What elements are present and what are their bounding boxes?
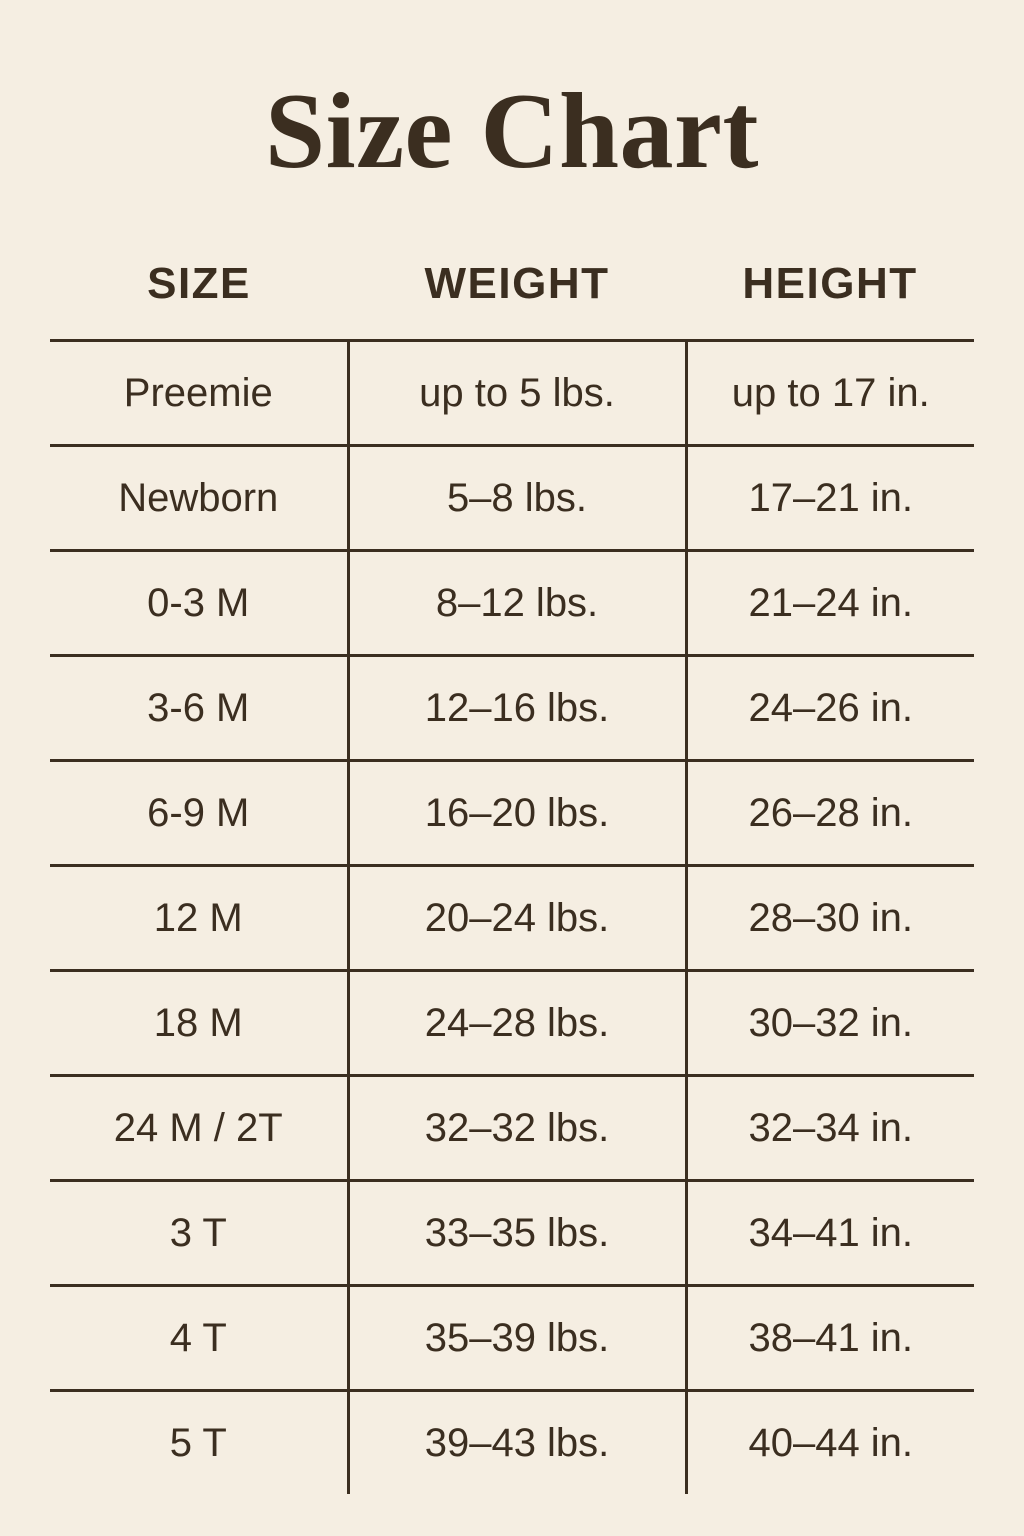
table-row (50, 446, 974, 551)
cell-size: 4 T (50, 1286, 348, 1391)
cell-size: 3-6 M (50, 656, 348, 761)
cell-weight: 32–32 lbs. (348, 1076, 686, 1181)
table-row (50, 866, 974, 971)
cell-height: 26–28 in. (686, 761, 974, 866)
cell-height: 34–41 in. (686, 1181, 974, 1286)
column-header-weight: WEIGHT (348, 258, 686, 341)
table-row (50, 341, 974, 446)
cell-height: 24–26 in. (686, 656, 974, 761)
cell-weight: 33–35 lbs. (348, 1181, 686, 1286)
table-row (50, 551, 974, 656)
cell-weight: 5–8 lbs. (348, 446, 686, 551)
cell-size: Preemie (50, 341, 348, 446)
cell-height: 28–30 in. (686, 866, 974, 971)
page-title: Size Chart (265, 72, 759, 191)
cell-weight: 8–12 lbs. (348, 551, 686, 656)
cell-weight: 35–39 lbs. (348, 1286, 686, 1391)
size-chart-table (50, 258, 974, 1494)
cell-size: 6-9 M (50, 761, 348, 866)
table-body (50, 341, 974, 1495)
table-header (50, 258, 974, 341)
cell-size: 0-3 M (50, 551, 348, 656)
cell-height: 40–44 in. (748, 1420, 914, 1465)
table-row (50, 656, 974, 761)
table-row (50, 1076, 974, 1181)
table-row (50, 1181, 974, 1286)
table-header-row (50, 258, 974, 341)
cell-height: 17–21 in. (686, 446, 974, 551)
cell-weight: 20–24 lbs. (348, 866, 686, 971)
cell-height: up to 17 in. (686, 341, 974, 446)
cell-size: 5 T (169, 1420, 227, 1465)
cell-height: 30–32 in. (686, 971, 974, 1076)
column-header-height: HEIGHT (686, 258, 974, 341)
cell-size: 24 M / 2T (50, 1076, 348, 1181)
cell-size: Newborn (50, 446, 348, 551)
table-row (50, 1391, 974, 1495)
cell-weight: 12–16 lbs. (348, 656, 686, 761)
cell-weight: 16–20 lbs. (348, 761, 686, 866)
column-header-size: SIZE (50, 258, 348, 341)
table-row (50, 761, 974, 866)
cell-weight: 24–28 lbs. (348, 971, 686, 1076)
cell-height: 32–34 in. (686, 1076, 974, 1181)
table-row (50, 971, 974, 1076)
cell-size: 3 T (50, 1181, 348, 1286)
table-row (50, 1286, 974, 1391)
cell-weight: up to 5 lbs. (348, 341, 686, 446)
cell-height: 21–24 in. (686, 551, 974, 656)
cell-height: 38–41 in. (686, 1286, 974, 1391)
cell-size: 12 M (50, 866, 348, 971)
cell-weight: 39–43 lbs. (348, 1391, 686, 1495)
cell-size: 18 M (50, 971, 348, 1076)
